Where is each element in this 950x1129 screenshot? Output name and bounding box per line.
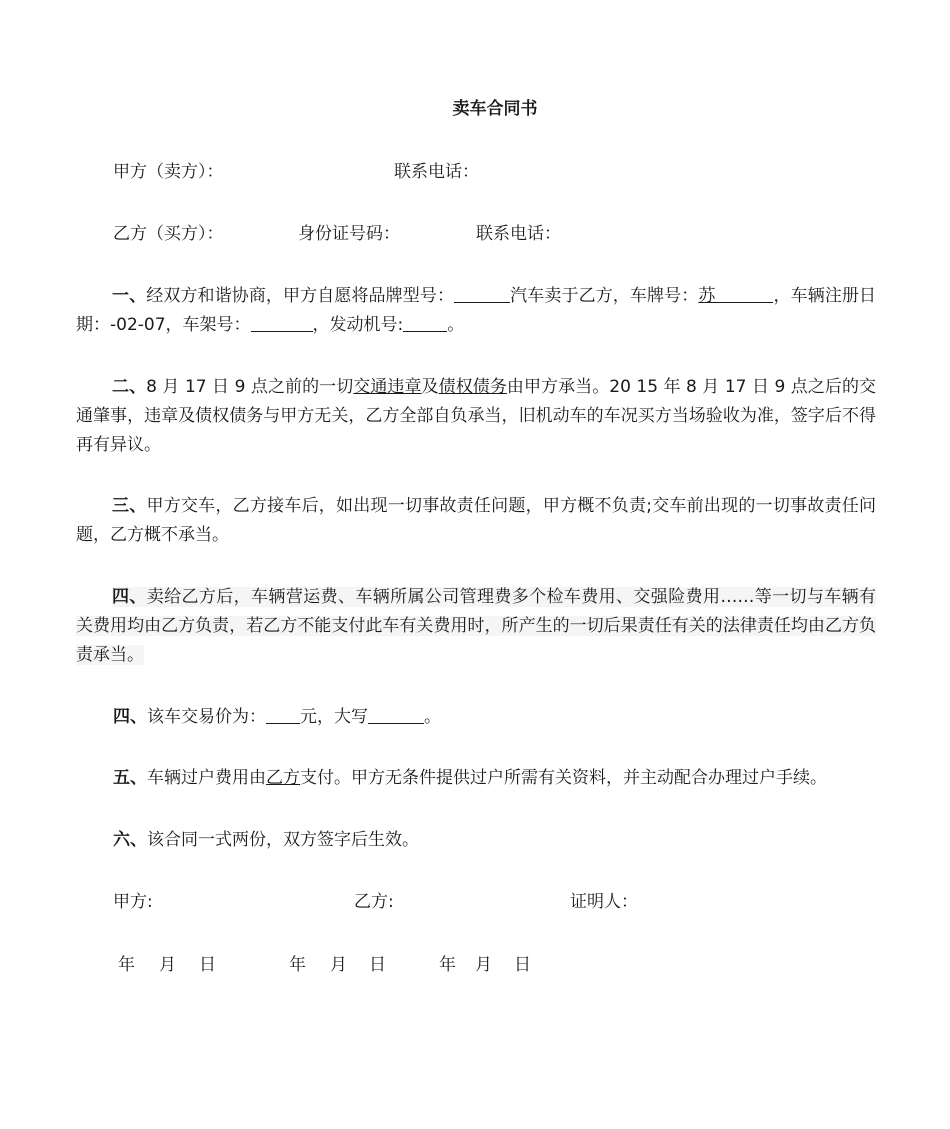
- date-year: 年: [439, 955, 456, 975]
- date-month: 月: [159, 955, 176, 975]
- date-party-b: [289, 953, 386, 977]
- clause-4b-number: 四、: [113, 707, 147, 727]
- clause-5: [113, 766, 827, 790]
- date-year: 年: [289, 955, 306, 975]
- clause-5-number: 五、: [113, 768, 147, 788]
- vin-blank[interactable]: [251, 313, 313, 332]
- price-words-blank[interactable]: [368, 705, 424, 724]
- date-day: 日: [514, 955, 531, 975]
- clause-6-number: 六、: [113, 830, 147, 850]
- signature-witness: 证明人：: [570, 892, 638, 912]
- signature-party-a: 甲方:: [113, 892, 153, 912]
- date-year: 年: [118, 955, 135, 975]
- clause-1-text-c: ，车辆注册日期：-02-07，车架号：: [76, 286, 877, 335]
- clause-3-number: 三、: [112, 496, 147, 516]
- price-blank[interactable]: [266, 705, 300, 724]
- clause-2-text-c: 由甲方承当。20 15 年 8 月 17 日 9 点之后的交通肇事，违章及债权债务与甲方无关，乙方全部自负承当，旧机动车的车况买方当场验收为准，签字后不得再有异议。: [76, 377, 877, 455]
- clause-1: [76, 282, 876, 340]
- clause-4b: [113, 705, 441, 729]
- clause-2-text-b: 及: [421, 377, 439, 397]
- party-b-id-label: 身份证号码：: [298, 224, 400, 244]
- clause-6: [113, 828, 419, 852]
- clause-4a-number: 四、: [112, 587, 147, 607]
- clause-4b-text-a: 该车交易价为：: [147, 707, 266, 727]
- clause-2: [76, 373, 876, 460]
- clause-5-text-a: 车辆过户费用由: [147, 768, 266, 788]
- clause-1-text-e: 。: [447, 315, 465, 335]
- clause-4b-text-b: 元，大写: [300, 707, 368, 727]
- plate-number-blank[interactable]: [715, 284, 773, 303]
- clause-2-number: 二、: [112, 377, 147, 397]
- clause-6-text: 该合同一式两份，双方签字后生效。: [147, 830, 419, 850]
- clause-4a: [76, 583, 876, 670]
- clause-3: [76, 492, 876, 550]
- date-month: 月: [475, 955, 492, 975]
- date-party-a: [118, 953, 216, 977]
- clause-1-text-d: ，发动机号:: [312, 315, 404, 335]
- party-b-label: 乙方（买方）：: [113, 224, 224, 244]
- clause-1-text-a: 经双方和谐协商，甲方自愿将品牌型号：: [146, 286, 455, 306]
- clause-1-number: 一、: [112, 286, 147, 306]
- clause-4a-text: 卖给乙方后，车辆营运费、车辆所属公司管理费多个检车费用、交强险费用……等一切与车辆有关费用均由乙方负责，若乙方不能支付此车有关费用时，所产生的一切后果责任有关的法律责任均由乙方负责承当。: [76, 587, 877, 665]
- date-day: 日: [199, 955, 216, 975]
- debt-term: 债权债务: [438, 377, 507, 397]
- signature-party-b: 乙方:: [354, 892, 394, 912]
- clause-1-text-b: 汽车卖于乙方，车牌号：: [510, 286, 699, 306]
- clause-5-text-b: 支付。甲方无条件提供过户所需有关资料，并主动配合办理过户手续。: [300, 768, 827, 788]
- party-b-phone-label: 联系电话：: [476, 224, 561, 244]
- party-a-label: 甲方（卖方）：: [113, 162, 224, 182]
- party-a-phone-label: 联系电话：: [394, 162, 479, 182]
- clause-4b-text-c: 。: [424, 707, 441, 727]
- plate-prefix: 苏: [698, 286, 716, 306]
- contract-title: 卖车合同书: [452, 99, 538, 119]
- engine-number-blank[interactable]: [403, 313, 447, 332]
- date-witness: [439, 953, 531, 977]
- buyer-term: 乙方: [266, 768, 300, 788]
- brand-model-blank[interactable]: [454, 284, 510, 303]
- clause-2-text-a: 8 月 17 日 9 点之前的一切: [146, 377, 354, 397]
- traffic-violation-term: 交通违章: [353, 377, 422, 397]
- date-month: 月: [330, 955, 347, 975]
- date-day: 日: [369, 955, 386, 975]
- clause-3-text: 甲方交车，乙方接车后，如出现一切事故责任问题，甲方概不负责;交车前出现的一切事故责任问题，乙方概不承当。: [76, 496, 876, 545]
